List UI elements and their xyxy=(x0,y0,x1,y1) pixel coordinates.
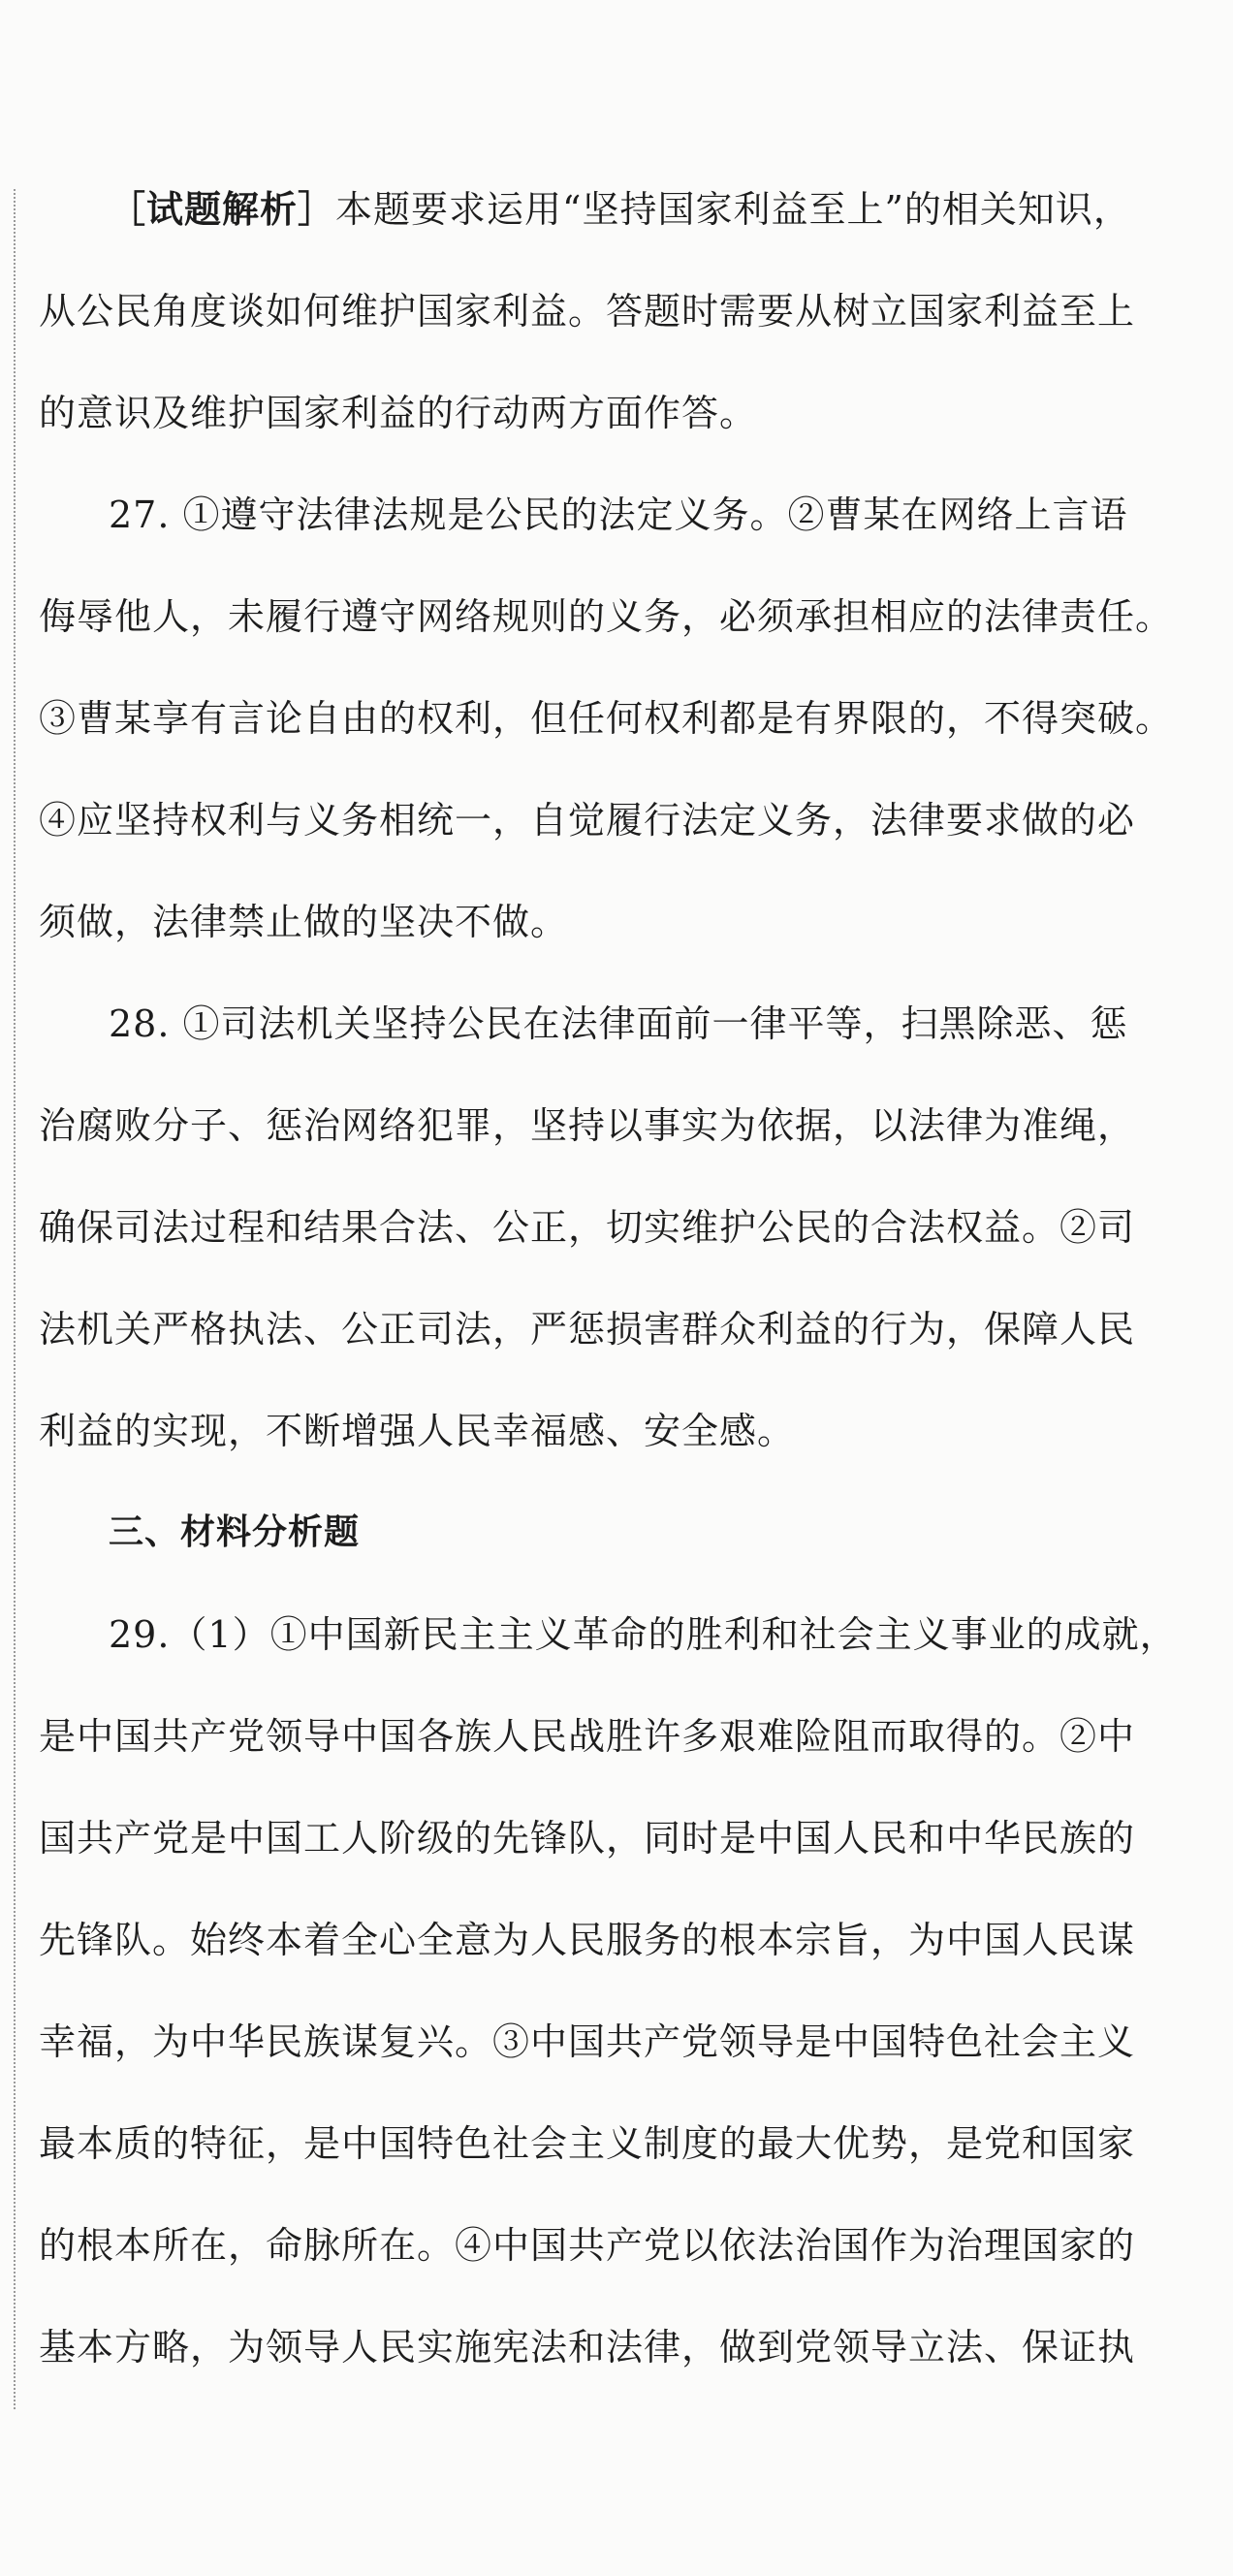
q29-line-4: 先锋队。始终本着全心全意为人民服务的根本宗旨，为中国人民谋 xyxy=(39,1919,1136,1961)
q27-line-5: 须做，法律禁止做的坚决不做。 xyxy=(39,901,569,943)
q29-line-3: 国共产党是中国工人阶级的先锋队，同时是中国人民和中华民族的 xyxy=(39,1817,1136,1860)
q27-line-1: 27. ①遵守法律法规是公民的法定义务。②曹某在网络上言语 xyxy=(109,493,1128,536)
analysis-label: ［试题解析］ xyxy=(109,188,336,231)
q29-line-7: 的根本所在，命脉所在。④中国共产党以依法治国作为治理国家的 xyxy=(39,2224,1136,2267)
q27-line-4: ④应坚持权利与义务相统一，自觉履行法定义务，法律要求做的必 xyxy=(39,799,1136,842)
q29-line-2: 是中国共产党领导中国各族人民战胜许多艰难险阻而取得的。②中 xyxy=(39,1715,1136,1758)
q28-line-4: 法机关严格执法、公正司法，严惩损害群众利益的行为，保障人民 xyxy=(39,1308,1136,1351)
analysis-line-2: 从公民角度谈如何维护国家利益。答题时需要从树立国家利益至上 xyxy=(39,290,1136,333)
q29-line-5: 幸福，为中华民族谋复兴。③中国共产党领导是中国特色社会主义 xyxy=(39,2020,1136,2063)
q29-line-8: 基本方略，为领导人民实施宪法和法律，做到党领导立法、保证执 xyxy=(39,2326,1136,2369)
q29-line-1: 29.（1）①中国新民主主义革命的胜利和社会主义事业的成就， xyxy=(109,1613,1178,1656)
q27-line-2: 侮辱他人，未履行遵守网络规则的义务，必须承担相应的法律责任。 xyxy=(39,595,1174,638)
q27-line-3: ③曹某享有言论自由的权利，但任何权利都是有界限的，不得突破。 xyxy=(39,697,1174,740)
analysis-line-3: 的意识及维护国家利益的行动两方面作答。 xyxy=(39,392,758,434)
section-heading: 三、材料分析题 xyxy=(109,1512,361,1552)
q28-line-3: 确保司法过程和结果合法、公正，切实维护公民的合法权益。②司 xyxy=(39,1206,1136,1249)
q28-line-2: 治腐败分子、惩治网络犯罪，坚持以事实为依据，以法律为准绳， xyxy=(39,1104,1136,1147)
binding-margin-line xyxy=(14,189,16,2409)
q28-line-5: 利益的实现，不断增强人民幸福感、安全感。 xyxy=(39,1410,796,1452)
q29-line-6: 最本质的特征，是中国特色社会主义制度的最大优势，是党和国家 xyxy=(39,2122,1136,2165)
q28-line-1: 28. ①司法机关坚持公民在法律面前一律平等，扫黑除恶、惩 xyxy=(109,1002,1128,1045)
analysis-line-1: ［试题解析］本题要求运用“坚持国家利益至上”的相关知识， xyxy=(109,188,1131,231)
